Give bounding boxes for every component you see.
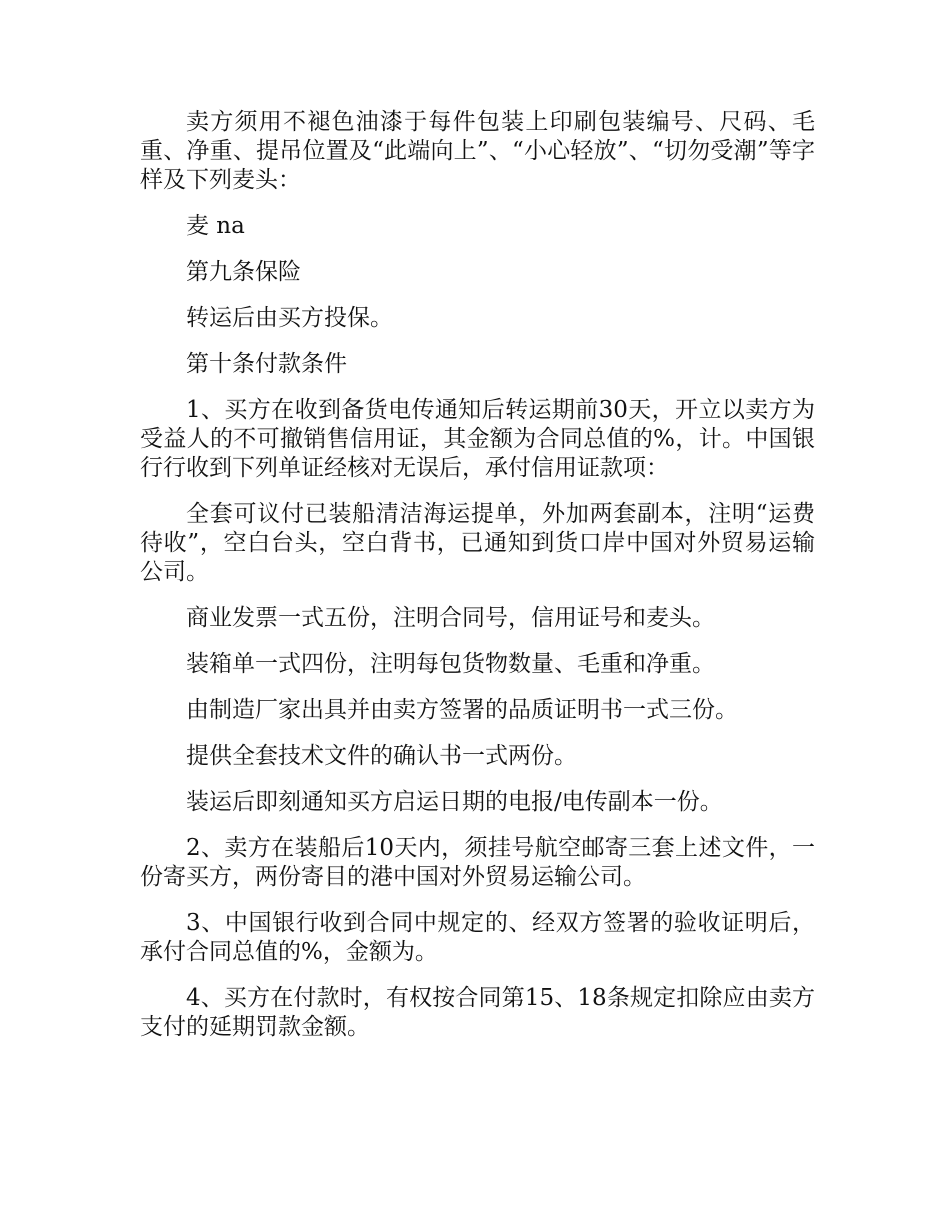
- paragraph-commercial-invoice: 商业发票一式五份，注明合同号，信用证号和麦头。: [186, 605, 715, 631]
- paragraph-marking-requirements: 卖方须用不褪色油漆于每件包装上印刷包装编号、尺码、毛重、净重、提吊位置及“此端向上”、“小心轻放”、“切勿受潮”等字样及下列麦头：: [140, 109, 815, 193]
- paragraph-shipping-mark: 麦 na: [186, 213, 245, 239]
- section-heading-payment: 第十条付款条件: [186, 351, 347, 377]
- paragraph-shipment-notice: 装运后即刻通知买方启运日期的电报/电传副本一份。: [186, 789, 723, 815]
- paragraph-bill-of-lading: 全套可议付已装船清洁海运提单，外加两套副本，注明“运费待收”，空白台头，空白背书，已通知到货口岸中国对外贸易运输公司。: [140, 501, 815, 585]
- paragraph-technical-documents: 提供全套技术文件的确认书一式两份。: [186, 743, 577, 769]
- section-heading-insurance: 第九条保险: [186, 259, 301, 285]
- paragraph-payment-4: 4、买方在付款时，有权按合同第15、18条规定扣除应由卖方支付的延期罚款金额。: [140, 985, 815, 1040]
- paragraph-packing-list: 装箱单一式四份，注明每包货物数量、毛重和净重。: [186, 651, 715, 677]
- paragraph-quality-certificate: 由制造厂家出具并由卖方签署的品质证明书一式三份。: [186, 697, 738, 723]
- paragraph-payment-1: 1、买方在收到备货电传通知后转运期前30天，开立以卖方为受益人的不可撤销售信用证，其金额为合同总值的%，计。中国银行行收到下列单证经核对无误后，承付信用证款项：: [140, 397, 815, 481]
- document-page: [140, 108, 815, 1059]
- paragraph-payment-3: 3、中国银行收到合同中规定的、经双方签署的验收证明后，承付合同总值的%，金额为。: [140, 910, 815, 965]
- paragraph-insurance: 转运后由买方投保。: [186, 305, 393, 331]
- paragraph-payment-2: 2、卖方在装船后10天内，须挂号航空邮寄三套上述文件，一份寄买方，两份寄目的港中国对外贸易运输公司。: [140, 835, 815, 890]
